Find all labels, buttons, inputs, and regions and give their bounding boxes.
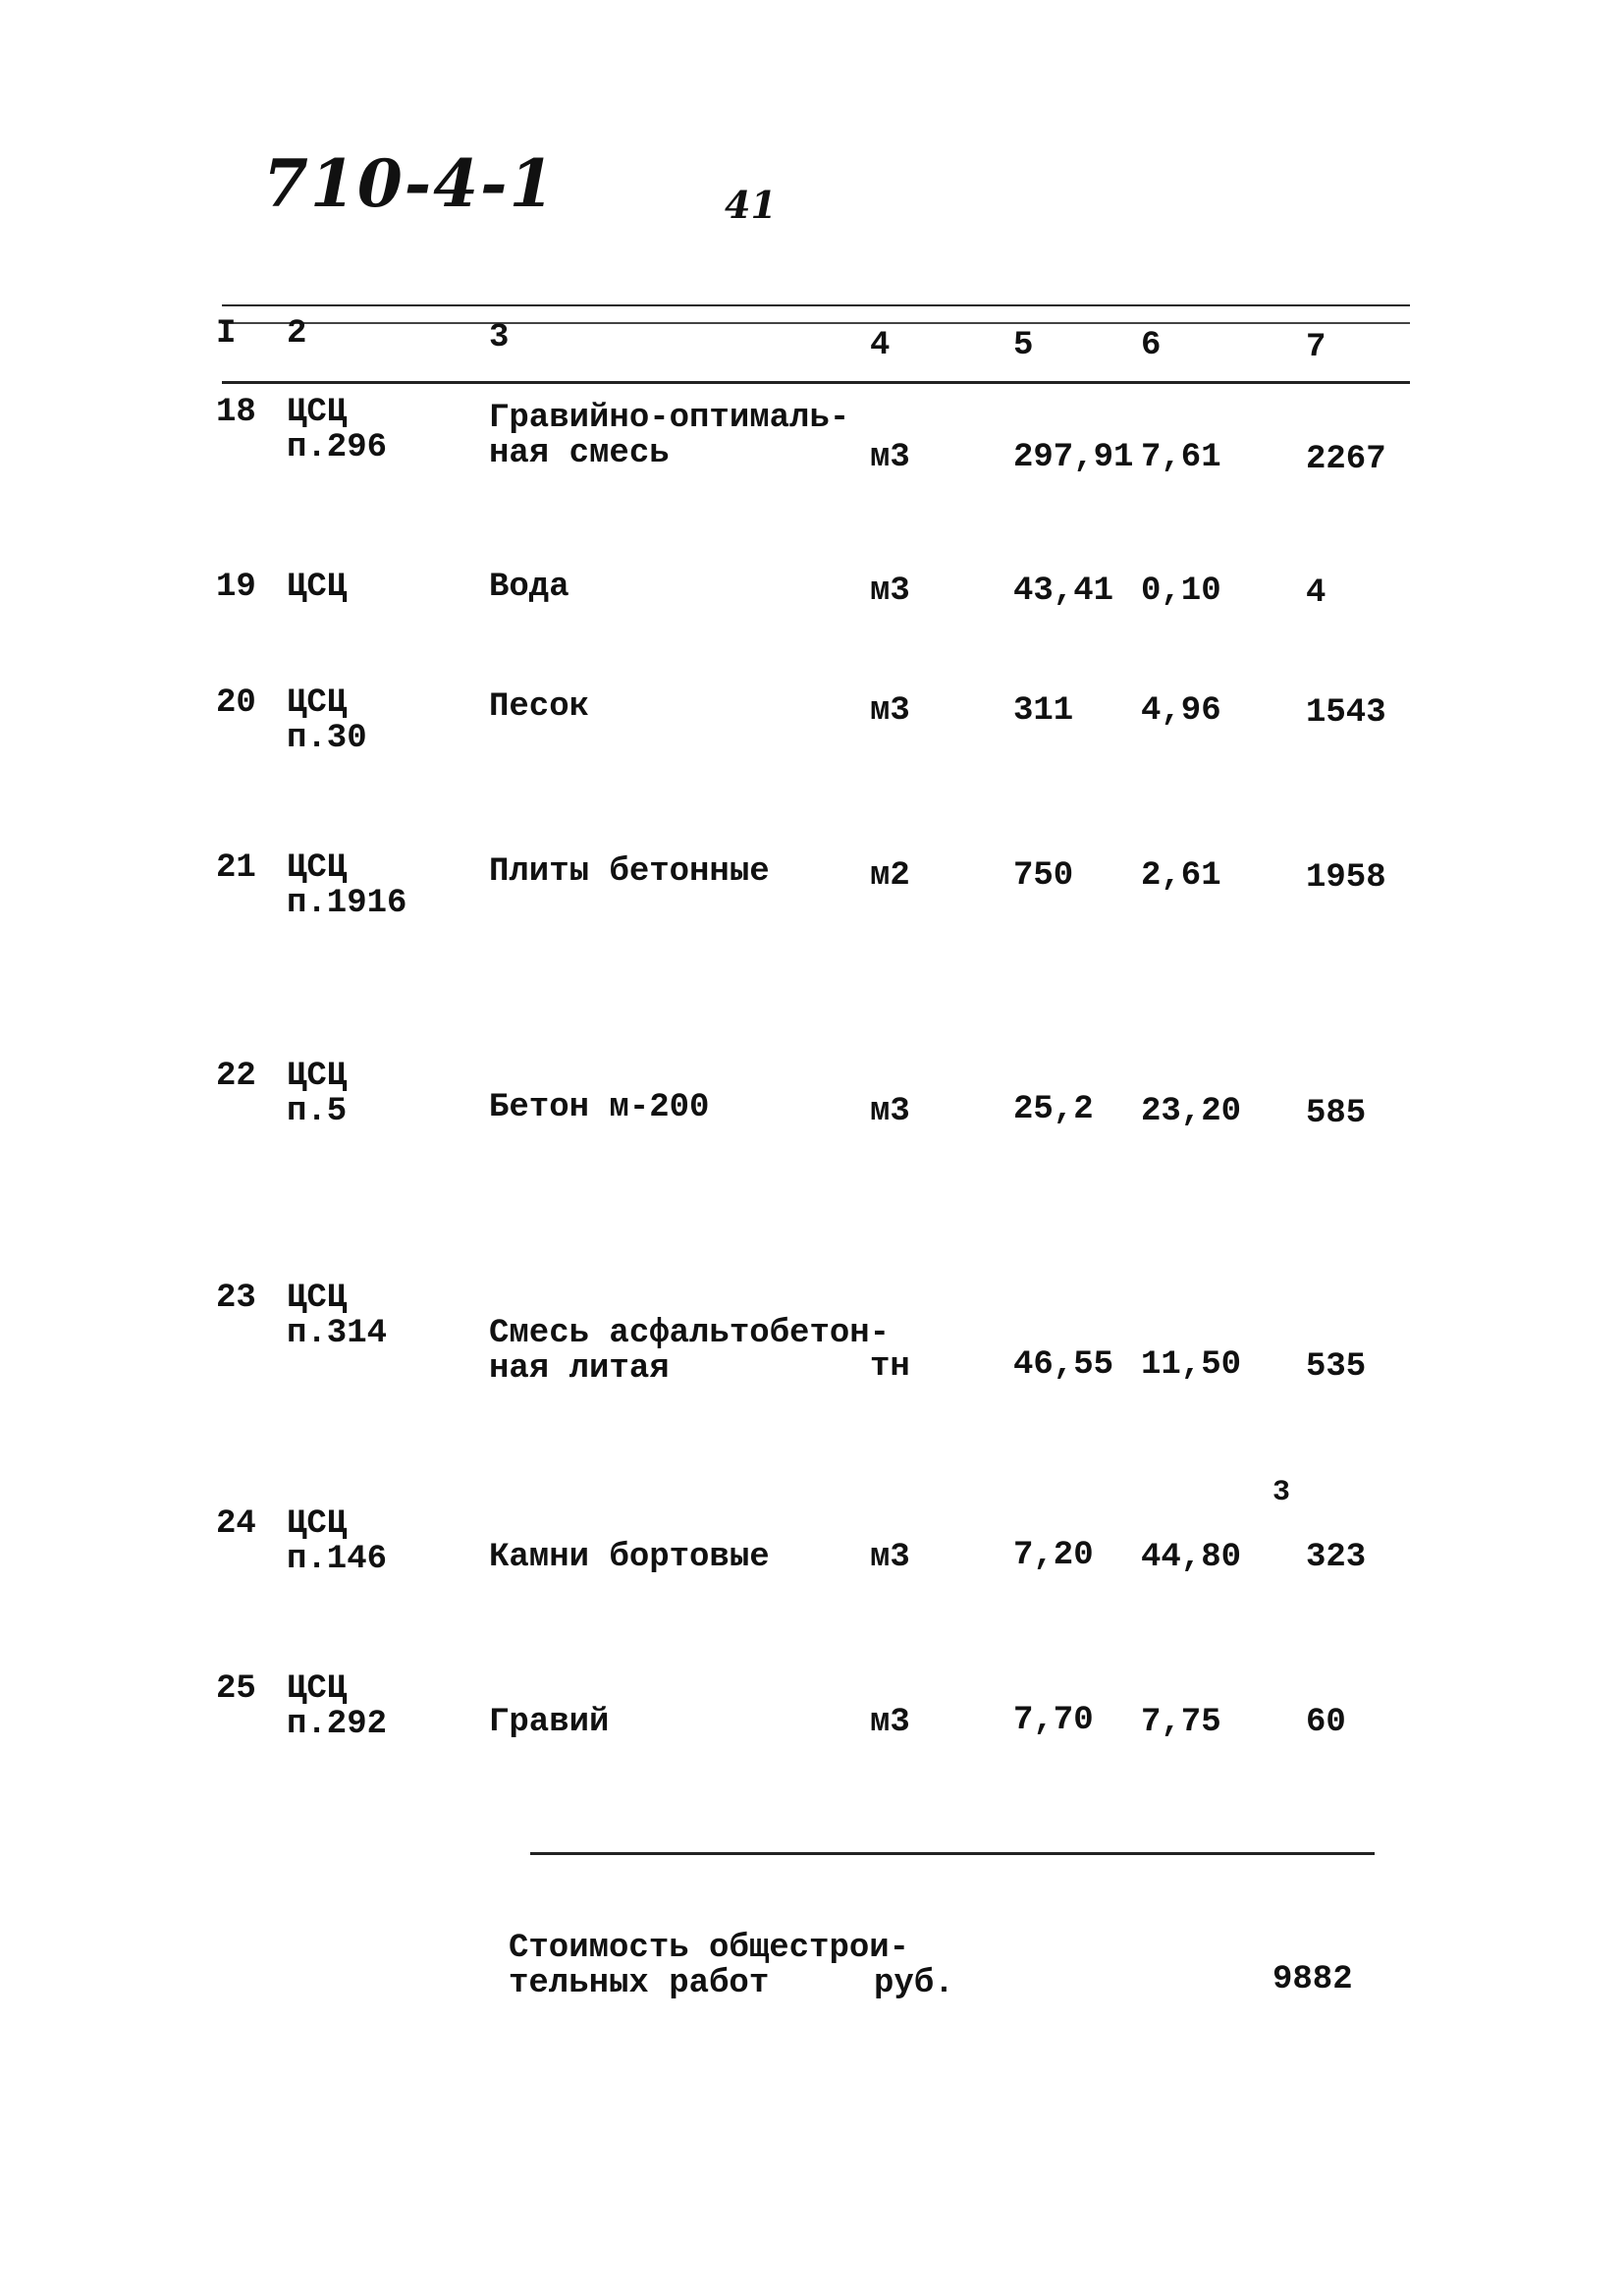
total-rule [530, 1852, 1375, 1855]
header-col-5: 5 [1013, 327, 1034, 364]
row-unit: м3 [870, 439, 910, 476]
row-quantity: 25,2 [1013, 1091, 1094, 1128]
row-name: Бетон м-200 [489, 1089, 710, 1126]
row-name: Песок [489, 688, 590, 726]
row-number: 23 [216, 1280, 256, 1317]
row-quantity: 46,55 [1013, 1346, 1114, 1384]
row-reference: ЦСЦ п.1916 [287, 849, 407, 922]
total-unit: руб. [874, 1965, 954, 2002]
table-top-rule-secondary [222, 322, 1410, 324]
row-unit: м3 [870, 1539, 910, 1576]
row-reference: ЦСЦ п.314 [287, 1280, 388, 1352]
row-unit: м3 [870, 573, 910, 610]
row-number: 18 [216, 394, 256, 431]
row-quantity: 297,91 [1013, 439, 1134, 476]
row-number: 20 [216, 684, 256, 722]
row-unit: м3 [870, 692, 910, 730]
row-price: 2,61 [1141, 857, 1221, 895]
row-number: 19 [216, 569, 256, 606]
row-cost: 4 [1306, 574, 1326, 612]
row-number: 22 [216, 1058, 256, 1095]
row-price: 7,61 [1141, 439, 1221, 476]
row-cost: 323 [1306, 1539, 1367, 1576]
row-name: Смесь асфальтобетон- ная литая [489, 1315, 891, 1388]
header-col-4: 4 [870, 327, 891, 364]
row-cost: 1543 [1306, 694, 1386, 732]
row-price: 4,96 [1141, 692, 1221, 730]
row-number: 21 [216, 849, 256, 887]
page-number: 41 [725, 183, 777, 227]
row-cost: 1958 [1306, 859, 1386, 897]
row-price: 44,80 [1141, 1539, 1242, 1576]
row-quantity: 311 [1013, 692, 1074, 730]
header-col-2: 2 [287, 315, 307, 353]
row-price: 7,75 [1141, 1704, 1221, 1741]
margin-note: 3 [1272, 1476, 1291, 1509]
row-unit: м2 [870, 857, 910, 895]
row-reference: ЦСЦ [287, 569, 348, 606]
header-col-7: 7 [1306, 329, 1326, 366]
header-col-3: 3 [489, 319, 510, 356]
row-name: Гравий [489, 1704, 610, 1741]
row-quantity: 43,41 [1013, 573, 1114, 610]
row-reference: ЦСЦ п.292 [287, 1670, 388, 1743]
row-price: 23,20 [1141, 1093, 1242, 1130]
row-unit: м3 [870, 1093, 910, 1130]
row-price: 0,10 [1141, 573, 1221, 610]
row-quantity: 750 [1013, 857, 1074, 895]
header-col-6: 6 [1141, 327, 1162, 364]
row-quantity: 7,70 [1013, 1702, 1094, 1739]
row-cost: 60 [1306, 1704, 1346, 1741]
header-col-1: I [216, 315, 237, 353]
row-unit: тн [870, 1348, 910, 1386]
row-cost: 535 [1306, 1348, 1367, 1386]
row-number: 25 [216, 1670, 256, 1708]
row-price: 11,50 [1141, 1346, 1242, 1384]
row-number: 24 [216, 1505, 256, 1543]
row-name: Плиты бетонные [489, 853, 770, 891]
document-code: 710-4-1 [263, 145, 557, 222]
row-reference: ЦСЦ п.296 [287, 394, 388, 466]
row-name: Камни бортовые [489, 1539, 770, 1576]
row-quantity: 7,20 [1013, 1537, 1094, 1574]
row-reference: ЦСЦ п.146 [287, 1505, 388, 1578]
row-unit: м3 [870, 1704, 910, 1741]
total-label: Стоимость общестрои- тельных работ [509, 1930, 910, 2002]
row-reference: ЦСЦ п.5 [287, 1058, 348, 1130]
row-name: Гравийно-оптималь- ная смесь [489, 400, 850, 472]
table-top-rule [222, 304, 1410, 306]
row-name: Вода [489, 569, 569, 606]
total-value: 9882 [1272, 1961, 1353, 1998]
row-cost: 585 [1306, 1095, 1367, 1132]
row-reference: ЦСЦ п.30 [287, 684, 367, 757]
row-cost: 2267 [1306, 441, 1386, 478]
table-header-rule [222, 381, 1410, 384]
